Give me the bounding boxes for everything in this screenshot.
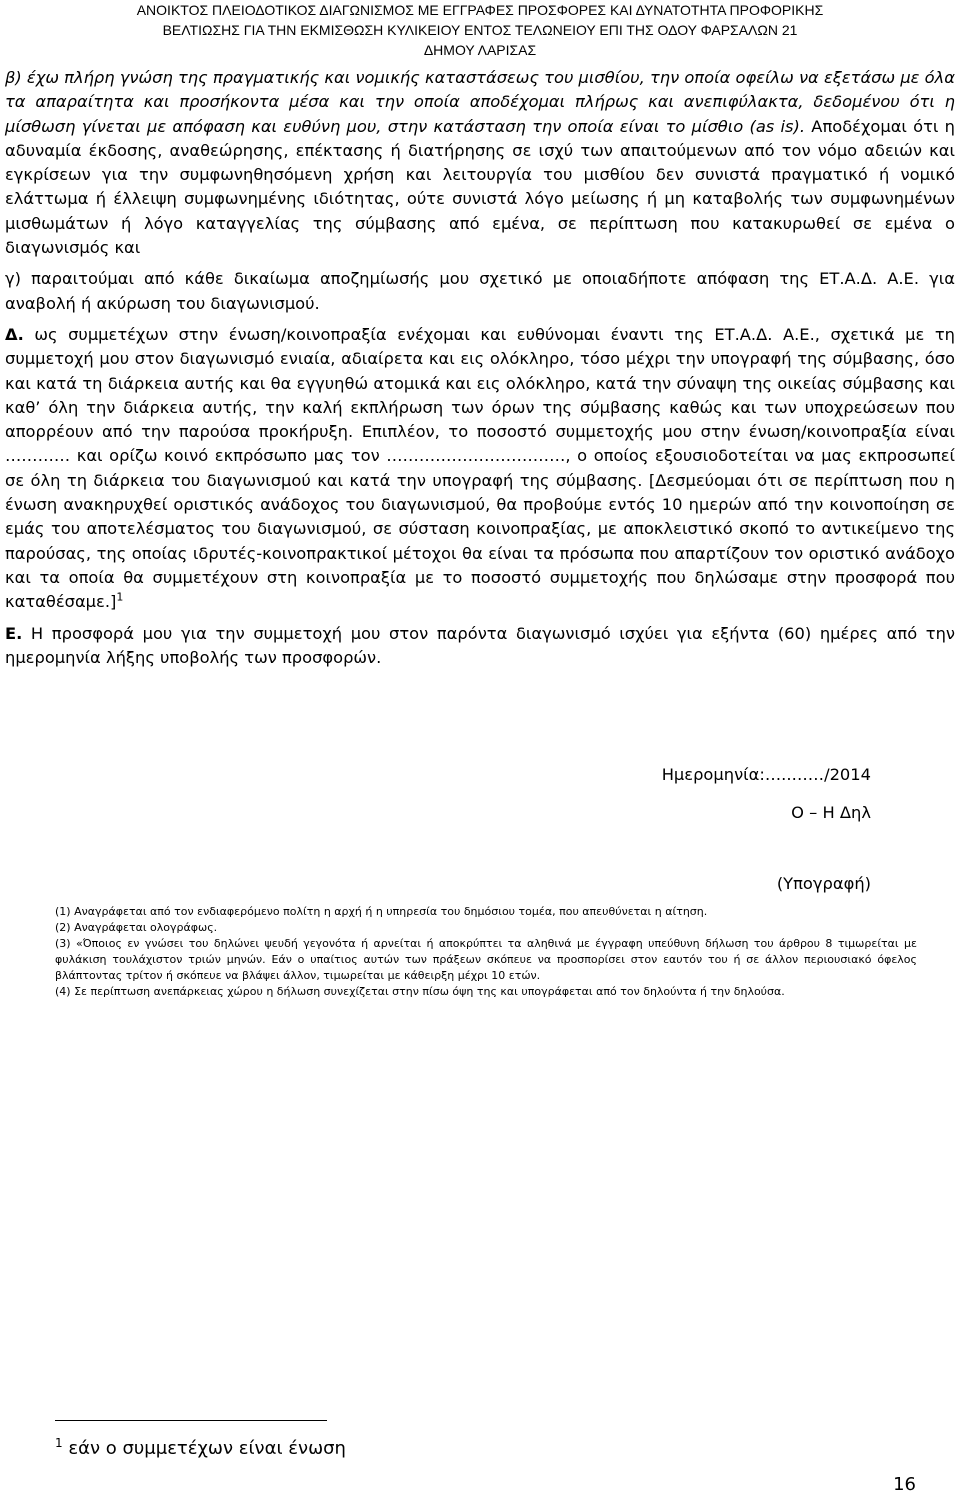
note-4: (4) Σε περίπτωση ανεπάρκειας χώρου η δήλωση συνεχίζεται στην πίσω όψη της και υπογράφεται από τον δηλούντα ή την δηλούσα. [55, 985, 785, 998]
note-3: (3) «Όποιος εν γνώσει του δηλώνει ψευδή γεγονότα ή αρνείται ή αποκρύπτει τα αληθινά με έγγραφη υπεύθυνη δήλωση του άρθρου 8 τιμωρείται με φυλάκιση τουλάχιστον τριών μηνών. Εάν ο υπαίτιος αυτών των πράξεων σκόπευε να προσπορίσει στον εαυτόν του ή σε άλλον περιουσιακό όφελος βλάπτοντας τρίτον ή σκόπευε να βλάψει άλλον, τιμωρείται με κάθειρξη μέχρι 10 ετών. [55, 937, 917, 982]
footnote [55, 1438, 346, 1459]
paragraph-e-text: Η προσφορά μου για την συμμετοχή μου στον παρόντα διαγωνισμό ισχύει για εξήντα (60) ημέρες από την ημερομηνία λήξης υποβολής των προσφορών. [5, 623, 955, 667]
paragraph-e-label: Ε. [5, 623, 23, 643]
note-2: (2) Αναγράφεται ολογράφως. [55, 921, 218, 934]
paragraph-e [5, 622, 955, 671]
header-line-1: ΑΝΟΙΚΤΟΣ ΠΛΕΙΟΔΟΤΙΚΟΣ ΔΙΑΓΩΝΙΣΜΟΣ ΜΕ ΕΓΓΡΑΦΕΣ ΠΡΟΣΦΟΡΕΣ ΚΑΙ ΔΥΝΑΤΟΤΗΤΑ ΠΡΟΦΟΡΙΚΗΣ [136, 2, 824, 18]
footnote-marker: 1 [55, 1436, 63, 1450]
header-line-3: ΔΗΜΟΥ ΛΑΡΙΣΑΣ [423, 42, 537, 58]
footnote-reference: 1 [116, 590, 124, 604]
explanatory-notes [55, 904, 917, 1000]
page-number: 16 [893, 1474, 916, 1495]
declarant-label: Ο – Η Δηλ [791, 803, 871, 822]
document-header [0, 0, 960, 60]
paragraph-d-label: Δ. [5, 324, 24, 344]
paragraph-d-text: ως συμμετέχων στην ένωση/κοινοπραξία ενέχομαι και ευθύνομαι έναντι της ΕΤ.Α.Δ. Α.Ε., σχετικά με τη συμμετοχή μου στον διαγωνισμό ενιαία, αδιαίρετα και εις ολόκληρο, τόσο μέχρι την υπογραφή της σύμβασης, όσο και κατά τη διάρκεια αυτής και θα εγγυηθώ ατομικά και εις ολόκληρο, κατά την σύναψη της οικείας σύμβασης και καθ’ όλη την διάρκεια αυτής, την καλή εκπλήρωση των όρων της σύμβασης καθώς και των υποχρεώσεων που απορρέουν από την παρούσα προκήρυξη. Επιπλέον, το ποσοστό συμμετοχής μου στην ένωση/κοινοπραξία είναι ………… και ορίζω κοινό εκπρόσωπο μας τον ……………………………, ο οποίος εξουσιοδοτείται να μας εκπροσωπεί σε όλη τη διάρκεια του διαγωνισμού και κατά την υπογραφή της σύμβασης. [Δεσμεύομαι ότι σε περίπτωση που η ένωση ανακηρυχθεί οριστικός ανάδοχος του διαγωνισμού, θα προβούμε εντός 10 ημερών από την κοινοποίηση σε εμάς του αποτελέσματος του διαγωνισμού, σε σύσταση κοινοπραξίας, με αποκλειστικό σκοπό το αντικείμενο της παρούσας, της οποίας ιδρυτές-κοινοπρακτικοί μέτοχοι θα είναι τα πρόσωπα που απαρτίζουν τον οριστικό ανάδοχο και τα οποία θα συμμετέχουν στη κοινοπραξία με το ποσοστό συμμετοχής που δηλώσαμε στην προσφορά που καταθέσαμε.] [5, 324, 955, 612]
date-line: Ημερομηνία:…..……/2014 [661, 765, 871, 784]
paragraph-b-rest: Αποδέχομαι ότι η αδυναμία έκδοσης, αναθεώρησης, επέκτασης ή διατήρησης σε ισχύ των απαιτούμενων από τον νόμο αδειών και εγκρίσεων για την συμφωνηθησόμενη χρήση και λειτουργία του μισθίου δεν συνιστά πραγματικό ή νομικό ελάττωμα ή έλλειψη συμφωνημένης ιδιότητας, ούτε συνιστά λόγο μείωσης ή μη καταβολής των συμφωνημένων μισθωμάτων ή λόγο καταγγελίας της σύμβασης από εμένα, σε περίπτωση που κατακυρωθεί σε εμένα ο διαγωνισμός και [5, 116, 955, 258]
footnote-text: εάν ο συμμετέχων είναι ένωση [62, 1438, 346, 1459]
paragraph-b-italic: β) έχω πλήρη γνώση της πραγματικής και νομικής καταστάσεως του μισθίου, την οποία οφείλω να εξετάσω με όλα τα απαραίτητα και προσήκοντα μέσα και την οποία αποδέχομαι πλήρως και ανεπιφύλακτα, δεδομένου ότι η μίσθωση γίνεται με απόφαση και ευθύνη μου, στην κατάσταση την οποία είναι το μίσθιο (as is). [5, 68, 955, 136]
header-line-2: ΒΕΛΤΙΩΣΗΣ ΓΙΑ ΤΗΝ ΕΚΜΙΣΘΩΣΗ ΚΥΛΙΚΕΙΟΥ ΕΝΤΟΣ ΤΕΛΩΝΕΙΟΥ ΕΠΙ ΤΗΣ ΟΔΟΥ ΦΑΡΣΑΛΩΝ 21 [162, 22, 798, 38]
signature-label: (Υπογραφή) [776, 874, 871, 893]
footnote-separator [55, 1420, 327, 1421]
paragraph-b [5, 66, 955, 260]
note-1: (1) Αναγράφεται από τον ενδιαφερόμενο πολίτη η αρχή ή η υπηρεσία του δημόσιου τομέα, που απευθύνεται η αίτηση. [55, 905, 708, 918]
paragraph-c: γ) παραιτούμαι από κάθε δικαίωμα αποζημίωσής μου σχετικό με οποιαδήποτε απόφαση της ΕΤ.Α.Δ. Α.Ε. για αναβολή ή ακύρωση του διαγωνισμού. [5, 269, 955, 313]
paragraph-d [5, 323, 955, 615]
document-body [5, 66, 955, 670]
